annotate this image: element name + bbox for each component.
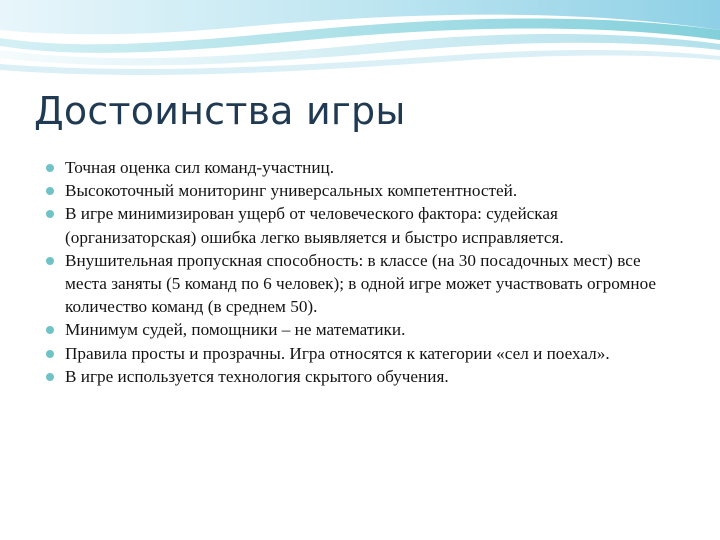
circle-bullet-icon xyxy=(46,164,54,172)
circle-bullet-icon xyxy=(46,210,54,218)
circle-bullet-icon xyxy=(46,350,54,358)
circle-bullet-icon xyxy=(46,326,54,334)
bullet-text: Внушительная пропускная способность: в классе (на 30 посадочных мест) все места заняты (5 команд по 6 человек); в одной игре может участвовать огромное количество команд (в среднем 50). xyxy=(65,250,657,317)
circle-bullet-icon xyxy=(46,373,54,381)
bullet-text: Высокоточный мониторинг универсальных компетентностей. xyxy=(65,181,518,201)
bullet-item xyxy=(46,365,686,388)
bullet-item xyxy=(46,202,686,248)
bullet-text: Минимум судей, помощники – не математики. xyxy=(65,320,406,340)
bullet-text: В игре используется технология скрытого обучения. xyxy=(65,366,449,386)
slide-title: Достоинства игры xyxy=(34,89,406,133)
bullet-list xyxy=(46,156,686,388)
bullet-text: В игре минимизирован ущерб от человеческого фактора: судейская (организаторская) ошибка легко выявляется и быстро исправляется. xyxy=(65,204,564,247)
bullet-item xyxy=(46,342,686,365)
bullet-item xyxy=(46,318,686,341)
bullet-item xyxy=(46,249,686,319)
bullet-item xyxy=(46,156,686,179)
bullet-item xyxy=(46,179,686,202)
decorative-wave-header xyxy=(0,0,720,80)
bullet-text: Точная оценка сил команд-участниц. xyxy=(65,158,335,177)
bullet-text: Правила просты и прозрачны. Игра относятся к категории «сел и поехал». xyxy=(65,343,610,363)
circle-bullet-icon xyxy=(46,257,54,265)
circle-bullet-icon xyxy=(46,187,54,195)
